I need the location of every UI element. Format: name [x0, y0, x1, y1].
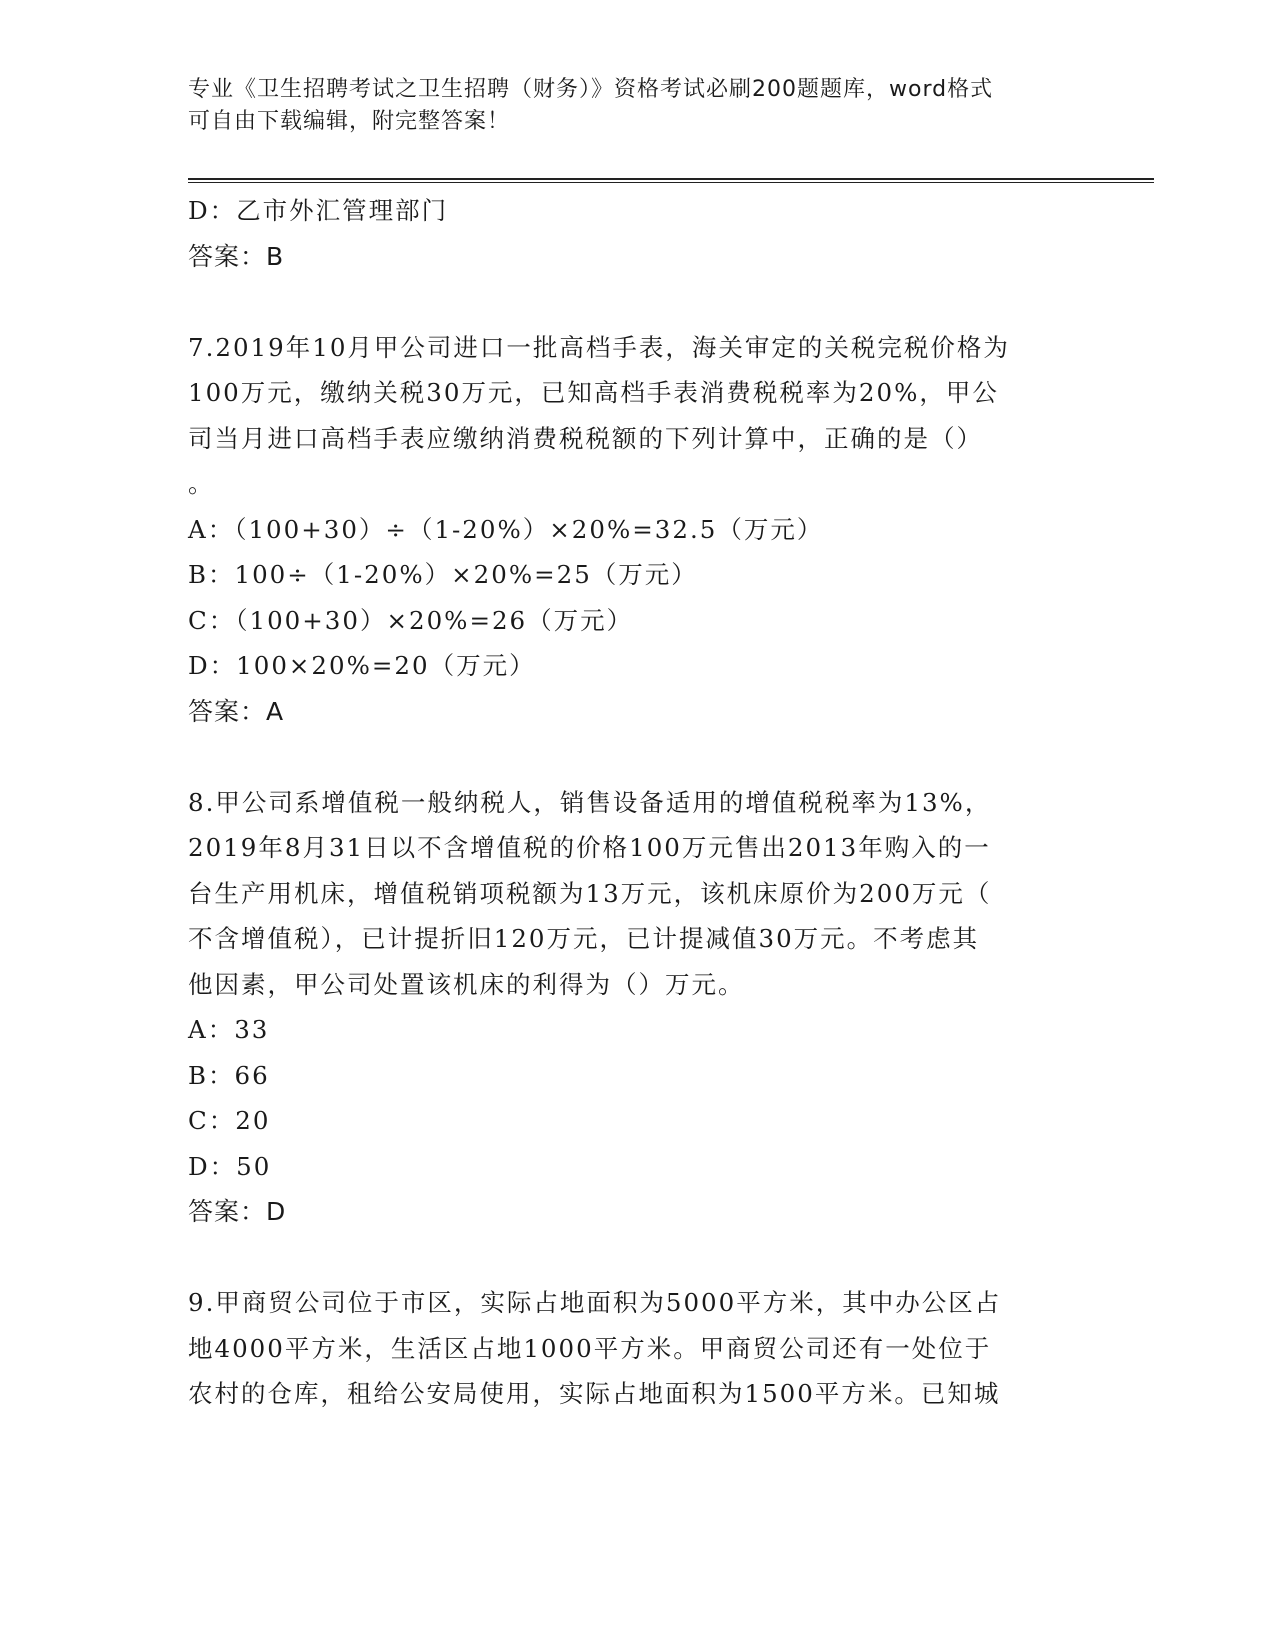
header-line-2: 可自由下载编辑，附完整答案！ — [188, 109, 511, 134]
option-a: A：（100+30）÷（1-20%）×20%=32.5（万元） — [188, 514, 824, 544]
question-7 — [188, 325, 1088, 735]
option-d: D：100×20%=20（万元） — [188, 651, 536, 680]
question-stem-line: 台生产用机床，增值税销项税额为13万元，该机床原价为200万元（ — [188, 878, 992, 908]
question-9 — [188, 1280, 1088, 1417]
option-b: B：66 — [188, 1060, 270, 1090]
option-c: C：（100+30）×20%=26（万元） — [188, 605, 634, 635]
question-stem-line: 地4000平方米，生活区占地1000平方米。甲商贸公司还有一处位于 — [188, 1333, 992, 1363]
question-8 — [188, 780, 1088, 1235]
question-stem-line: 他因素，甲公司处置该机床的利得为（）万元。 — [188, 969, 745, 999]
option-d: D：乙市外汇管理部门 — [188, 196, 449, 225]
question-stem-line: 8.甲公司系增值税一般纳税人，销售设备适用的增值税税率为13%， — [188, 787, 992, 817]
question-stem-line: 2019年8月31日以不含增值税的价格100万元售出2013年购入的一 — [188, 833, 991, 862]
question-stem-line: 司当月进口高档手表应缴纳消费税税额的下列计算中，正确的是（） — [188, 423, 983, 453]
option-b: B：100÷（1-20%）×20%=25（万元） — [188, 560, 698, 589]
answer-line: 答案：A — [188, 696, 285, 726]
option-a: A：33 — [188, 1015, 270, 1044]
question-stem-line: 。 — [188, 469, 215, 498]
header-line-1: 专业《卫生招聘考试之卫生招聘（财务）》资格考试必刷200题题库，word格式 — [188, 77, 994, 102]
question-stem-line: 农村的仓库，租给公安局使用，实际占地面积为1500平方米。已知城 — [188, 1379, 1001, 1408]
question-content — [188, 188, 1088, 1417]
document-header — [188, 74, 1068, 138]
question-stem-line: 不含增值税），已计提折旧120万元，已计提减值30万元。不考虑其 — [188, 924, 980, 953]
answer-line: 答案：D — [188, 1197, 287, 1226]
question-stem-line: 100万元，缴纳关税30万元，已知高档手表消费税税率为20%，甲公 — [188, 378, 999, 407]
option-d: D：50 — [188, 1151, 272, 1181]
question-stem-line: 7.2019年10月甲公司进口一批高档手表，海关审定的关税完税价格为 — [188, 332, 1010, 362]
header-divider — [188, 178, 1154, 184]
question-stem-line: 9.甲商贸公司位于市区，实际占地面积为5000平方米，其中办公区占 — [188, 1288, 1002, 1317]
option-c: C：20 — [188, 1106, 271, 1135]
answer-line: 答案：B — [188, 241, 285, 271]
